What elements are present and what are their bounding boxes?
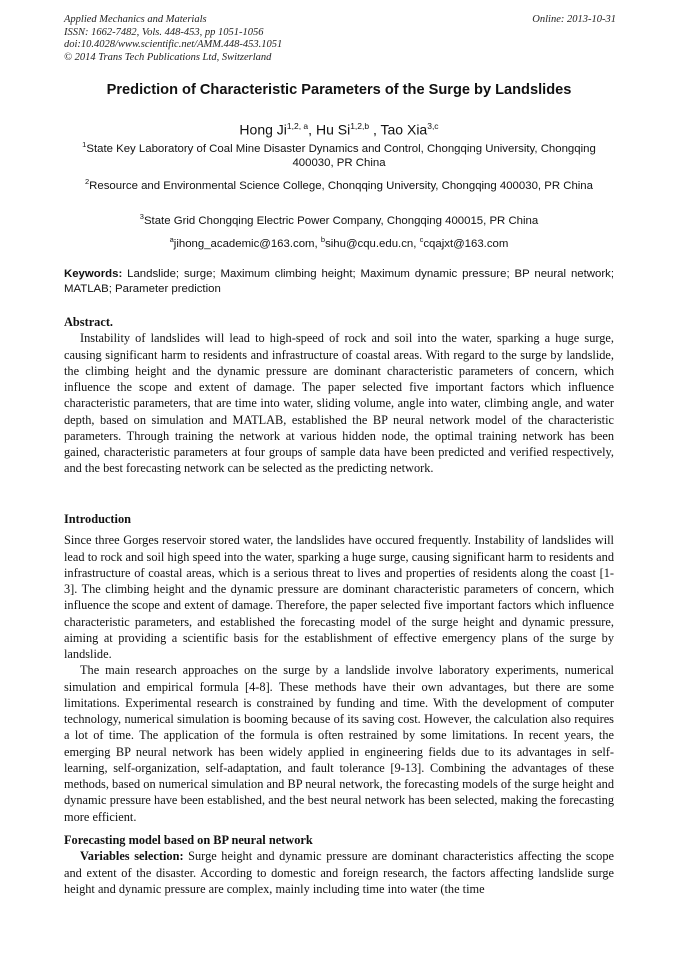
email-separator: , [314,237,321,250]
paper-title: Prediction of Characteristic Parameters of the Surge by Landslides [106,82,572,98]
introduction-heading: Introduction [64,512,131,526]
journal-issn: ISSN: 1662-7482, Vols. 448-453, pp 1051-1056 [64,26,264,38]
author-name: Tao Xia [380,121,428,138]
email-list [40,233,638,251]
email-mark: b [320,235,326,244]
keywords-text: Landslide; surge; Maximum climbing height; Maximum dynamic pressure; BP neural network; MATLAB; Parameter prediction [64,268,614,295]
author-affiliation-mark: 1,2, a [286,121,309,131]
email-address: cqajxt@163.com [423,237,509,250]
introduction-paragraph-2: The main research approaches on the surge by a landslide involve laboratory experiments, numerical simulation and empirical formula [4-8]. These methods have their own advantages, but there are some limitations. Experimental research is constrained by funding and time. With the development of computer technology, numerical simulation is booming because of its saving cost. However, the calculation also requires a lot of time. The application of the formula is often restrained by some limitations. In recent years, the emerging BP neural network has been widely applied in engineering fields due to its advantages in self-learning, self-organization, self-adaptation, and fault tolerance [9-13]. Combining the advantages of these methods, based on numerical simulation and BP neural network, the forecasting models of the surge height and dynamic pressure have been established, and the best neural network has been selected, making the forecasting more efficient. [64,663,614,824]
affiliation-text: State Key Laboratory of Coal Mine Disaster Dynamics and Control, Chongqing University, Chongqing 400030, PR China [86,142,596,170]
abstract-text: Instability of landslides will lead to high-speed of rock and soil into the water, sparking a huge surge, causing significant harm to residents and infrastructure of coastal areas. With regard to the surge by landslide, the climbing height and the dynamic pressure are dominant characteristic parameters of concern, which influence the scope and extent of damage. The paper selected five important factors which influence characteristic parameters, that are time into water, sliding volume, angle into water, climbing angle, and water depth, based on simulation and MATLAB, established the BP neural network model of the characteristic parameters. Through training the network at various hidden node, the optimal training network has been gained, characteristic parameters at four groups of sample data have been predicted and verified respectively, and the best forecasting network can be selected as the predicting network. [64,331,614,476]
author-name: Hong Ji [239,121,287,138]
affiliation-text: Resource and Environmental Science College, Chonqqing University, Chongqing 400030, PR China [89,179,593,192]
abstract-section [64,314,614,477]
introduction-paragraph-1: Since three Gorges reservoir stored water, the landslides have occured frequently. Instability of landslides will lead to rock and soil high speed into the water, sparking a huge surge, causing significant harm to residents and infrastructure of coastal areas, which is a serious threat to lives and properties of residents along the coast [1-3]. The climbing height and the dynamic pressure are dominant characteristic parameters of concern, which influence the scope and extent of damage. Therefore, the paper selected five important factors which influence characteristic parameters, and established the forecasting model of the surge height and dynamic pressure, aiming at providing a scientific basis for the establishment of effective emergency plans of the surge by landslide. [64,533,614,661]
author-separator: , [308,121,316,138]
author-name: Hu Si [315,121,351,138]
affiliation-mark: 2 [85,177,90,186]
journal-doi: doi:10.4028/www.scientific.net/AMM.448-453.1051 [64,39,283,50]
journal-header [64,14,616,64]
forecasting-paragraph [64,848,614,897]
affiliation-2 [70,175,608,193]
forecasting-heading: Forecasting model based on BP neural network [64,833,313,847]
abstract-heading: Abstract. [64,315,114,329]
journal-copyright: © 2014 Trans Tech Publications Ltd, Switzerland [64,51,272,63]
affiliation-1 [70,138,608,171]
variables-selection-text: Surge height and dynamic pressure are dominant characteristics affecting the scope and extent of the disaster. According to domestic and foreign research, the factors affecting landslide surge height and dynamic pressure are complex, mainly including time into water (the time [64,849,614,896]
author-affiliation-mark: 1,2,b [350,121,370,131]
forecasting-section [64,832,614,897]
keywords [64,267,614,296]
email-address: jihong_academic@163.com [173,237,315,250]
email-separator: , [413,237,420,250]
affiliation-mark: 1 [82,140,87,149]
introduction-section [64,511,614,825]
author-separator: , [369,121,381,138]
keywords-label: Keywords: [64,268,123,280]
variables-selection-label: Variables selection: [80,849,184,864]
affiliation-text: State Grid Chongqing Electric Power Company, Chongqing 400015, PR China [143,214,539,227]
author-affiliation-mark: 3,c [427,121,439,131]
author-list [40,117,638,139]
email-address: sihu@cqu.edu.cn [325,237,414,250]
email-mark: a [169,235,174,244]
online-date: Online: 2013-10-31 [532,14,616,25]
affiliation-mark: 3 [139,212,144,221]
email-mark: c [419,235,424,244]
journal-name: Applied Mechanics and Materials [64,14,207,25]
affiliation-3 [70,210,608,228]
